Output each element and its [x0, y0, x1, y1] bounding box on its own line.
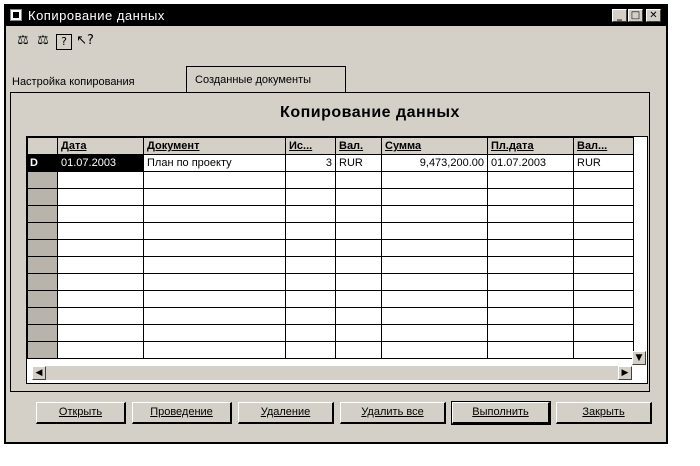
empty-cell[interactable]: [574, 274, 634, 291]
cell-currency[interactable]: RUR: [336, 155, 382, 172]
empty-cell[interactable]: [286, 189, 336, 206]
empty-cell[interactable]: [574, 308, 634, 325]
empty-cell[interactable]: [144, 257, 286, 274]
empty-cell[interactable]: [382, 172, 488, 189]
empty-cell[interactable]: [286, 274, 336, 291]
empty-cell[interactable]: [382, 274, 488, 291]
delete-button[interactable]: Удаление: [238, 402, 334, 424]
empty-cell[interactable]: [382, 291, 488, 308]
empty-cell[interactable]: [336, 274, 382, 291]
empty-cell[interactable]: [382, 342, 488, 359]
empty-cell[interactable]: [286, 172, 336, 189]
cell-document[interactable]: План по проекту: [144, 155, 286, 172]
empty-cell[interactable]: [574, 325, 634, 342]
empty-cell[interactable]: [488, 325, 574, 342]
empty-cell[interactable]: [488, 189, 574, 206]
context-help-icon[interactable]: ↖?: [76, 33, 94, 48]
window-title: Копирование данных: [28, 8, 165, 23]
empty-row[interactable]: [28, 206, 634, 223]
cell-date[interactable]: 01.07.2003: [58, 155, 144, 172]
header-date[interactable]: Дата: [58, 138, 144, 155]
execute-button[interactable]: Выполнить: [452, 402, 550, 424]
empty-row[interactable]: [28, 325, 634, 342]
grid-title: Копирование данных: [280, 104, 460, 121]
empty-cell[interactable]: [58, 189, 144, 206]
documents-table: [26, 136, 648, 384]
empty-cell[interactable]: [144, 274, 286, 291]
empty-cell[interactable]: [336, 291, 382, 308]
empty-row[interactable]: [28, 291, 634, 308]
header-source[interactable]: Ис...: [286, 138, 336, 155]
row-marker[interactable]: [28, 206, 58, 223]
empty-cell[interactable]: [144, 223, 286, 240]
empty-cell[interactable]: [144, 291, 286, 308]
header-corner: [28, 138, 58, 155]
empty-cell[interactable]: [58, 342, 144, 359]
empty-cell[interactable]: [488, 291, 574, 308]
empty-cell[interactable]: [286, 325, 336, 342]
empty-cell[interactable]: [488, 172, 574, 189]
scroll-right-icon[interactable]: ▶: [618, 366, 632, 380]
empty-row[interactable]: [28, 189, 634, 206]
empty-cell[interactable]: [286, 240, 336, 257]
header-currency[interactable]: Вал.: [336, 138, 382, 155]
empty-cell[interactable]: [336, 240, 382, 257]
row-marker[interactable]: [28, 257, 58, 274]
empty-cell[interactable]: [574, 206, 634, 223]
empty-cell[interactable]: [144, 342, 286, 359]
delete-all-button[interactable]: Удалить все: [340, 402, 446, 424]
empty-cell[interactable]: [58, 206, 144, 223]
empty-cell[interactable]: [58, 274, 144, 291]
empty-cell[interactable]: [382, 223, 488, 240]
empty-cell[interactable]: [286, 291, 336, 308]
empty-cell[interactable]: [488, 240, 574, 257]
table-header-row: [28, 138, 634, 155]
close-button[interactable]: ✕: [646, 9, 661, 22]
empty-cell[interactable]: [382, 325, 488, 342]
toolbar-icon-2[interactable]: ⚖: [37, 33, 49, 48]
open-button[interactable]: Открыть: [36, 402, 126, 424]
row-marker[interactable]: [28, 325, 58, 342]
toolbar-icon-1[interactable]: ⚖: [17, 33, 29, 48]
empty-cell[interactable]: [336, 342, 382, 359]
scroll-left-icon[interactable]: ◀: [32, 366, 46, 380]
empty-cell[interactable]: [488, 206, 574, 223]
empty-cell[interactable]: [144, 189, 286, 206]
empty-cell[interactable]: [144, 325, 286, 342]
empty-cell[interactable]: [382, 240, 488, 257]
empty-cell[interactable]: [286, 206, 336, 223]
minimize-button[interactable]: _: [612, 9, 627, 22]
empty-cell[interactable]: [488, 257, 574, 274]
empty-cell[interactable]: [286, 257, 336, 274]
empty-cell[interactable]: [488, 342, 574, 359]
row-marker[interactable]: [28, 342, 58, 359]
empty-row[interactable]: [28, 172, 634, 189]
header-pay-date[interactable]: Пл.дата: [488, 138, 574, 155]
empty-cell[interactable]: [58, 257, 144, 274]
empty-cell[interactable]: [58, 223, 144, 240]
empty-cell[interactable]: [488, 308, 574, 325]
header-currency-2[interactable]: Вал...: [574, 138, 634, 155]
cell-currency-2[interactable]: RUR: [574, 155, 634, 172]
empty-cell[interactable]: [336, 325, 382, 342]
vertical-scrollbar[interactable]: [632, 137, 646, 365]
empty-cell[interactable]: [574, 223, 634, 240]
app-icon: [10, 9, 22, 21]
empty-cell[interactable]: [286, 342, 336, 359]
empty-cell[interactable]: [286, 223, 336, 240]
empty-cell[interactable]: [144, 206, 286, 223]
empty-cell[interactable]: [336, 223, 382, 240]
row-marker[interactable]: [28, 223, 58, 240]
cell-source[interactable]: 3: [286, 155, 336, 172]
empty-cell[interactable]: [382, 257, 488, 274]
row-marker[interactable]: [28, 308, 58, 325]
empty-cell[interactable]: [574, 172, 634, 189]
empty-cell[interactable]: [336, 172, 382, 189]
empty-cell[interactable]: [574, 342, 634, 359]
empty-row[interactable]: [28, 257, 634, 274]
empty-cell[interactable]: [144, 240, 286, 257]
empty-cell[interactable]: [336, 257, 382, 274]
tab-created-documents[interactable]: Созданные документы: [186, 66, 346, 92]
scroll-down-icon[interactable]: ▼: [632, 351, 646, 365]
horizontal-scrollbar[interactable]: [32, 366, 632, 380]
table-row[interactable]: [28, 155, 634, 172]
empty-cell[interactable]: [144, 172, 286, 189]
empty-cell[interactable]: [336, 308, 382, 325]
empty-cell[interactable]: [488, 223, 574, 240]
row-marker[interactable]: D: [28, 155, 58, 172]
empty-cell[interactable]: [336, 189, 382, 206]
row-marker[interactable]: [28, 291, 58, 308]
tab-copy-settings[interactable]: Настройка копирования: [12, 76, 135, 88]
help-icon[interactable]: ?: [56, 34, 72, 50]
empty-cell[interactable]: [58, 240, 144, 257]
title-bar[interactable]: [6, 6, 666, 26]
empty-cell[interactable]: [574, 291, 634, 308]
empty-row[interactable]: [28, 223, 634, 240]
empty-row[interactable]: [28, 342, 634, 359]
empty-cell[interactable]: [58, 308, 144, 325]
empty-cell[interactable]: [574, 240, 634, 257]
row-marker[interactable]: [28, 189, 58, 206]
empty-cell[interactable]: [382, 308, 488, 325]
empty-cell[interactable]: [286, 308, 336, 325]
empty-cell[interactable]: [382, 206, 488, 223]
close-dialog-button[interactable]: Закрыть: [556, 402, 652, 424]
empty-cell[interactable]: [58, 172, 144, 189]
maximize-button[interactable]: □: [628, 9, 643, 22]
empty-cell[interactable]: [488, 274, 574, 291]
cell-pay-date[interactable]: 01.07.2003: [488, 155, 574, 172]
empty-cell[interactable]: [144, 308, 286, 325]
empty-cell[interactable]: [58, 325, 144, 342]
header-document[interactable]: Документ: [144, 138, 286, 155]
cell-amount[interactable]: 9,473,200.00: [382, 155, 488, 172]
row-marker[interactable]: [28, 240, 58, 257]
empty-row[interactable]: [28, 274, 634, 291]
empty-row[interactable]: [28, 308, 634, 325]
empty-row[interactable]: [28, 240, 634, 257]
empty-cell[interactable]: [574, 189, 634, 206]
empty-cell[interactable]: [382, 189, 488, 206]
empty-cell[interactable]: [336, 206, 382, 223]
header-amount[interactable]: Сумма: [382, 138, 488, 155]
empty-cell[interactable]: [58, 291, 144, 308]
row-marker[interactable]: [28, 274, 58, 291]
row-marker[interactable]: [28, 172, 58, 189]
empty-cell[interactable]: [574, 257, 634, 274]
posting-button[interactable]: Проведение: [132, 402, 232, 424]
